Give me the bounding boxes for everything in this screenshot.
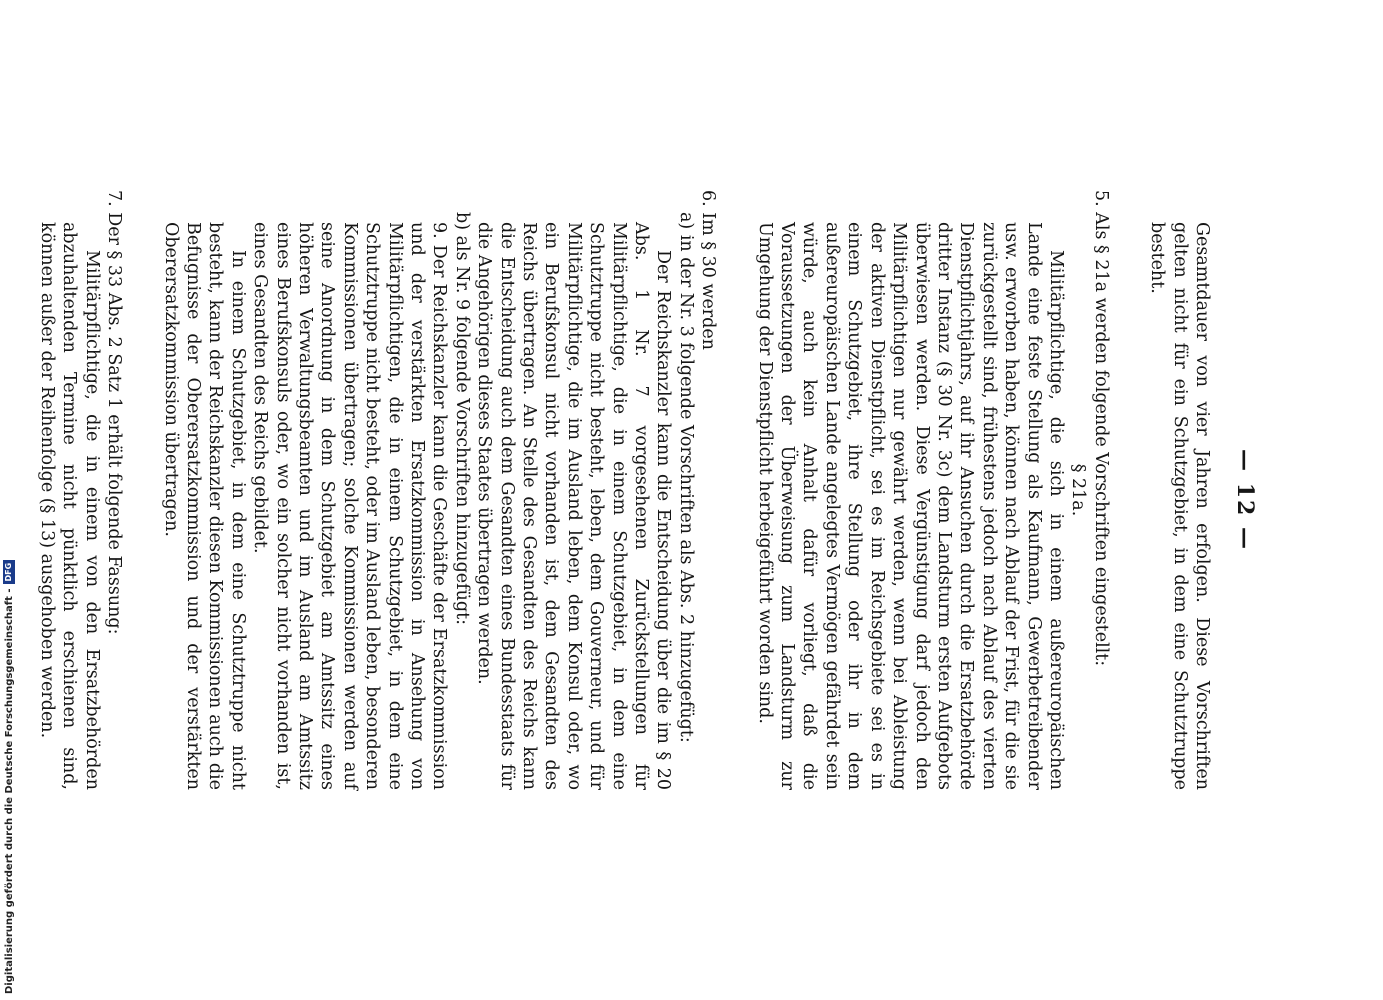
section-title-21a: § 21a. [1068, 463, 1089, 517]
paragraph-continuation: Gesamtdauer von vier Jahren erfolgen. Diese Vorschriften gelten nicht für ein Schutzgebiet, in dem eine Schutztruppe besteht. [1147, 222, 1212, 790]
item-6a-text: Der Reichskanzler kann die Entscheidung über die im § 20 Abs. 1 Nr. 7 vorgesehenen Zurückstellungen für Militärpflichtige, die in einem Schutzgebiet, in dem eine Schutztruppe nicht besteht, leben, dem Gouverneur, und für Militärpflichtige, die im Ausland leben, dem Konsul oder, wo ein Berufskonsul nicht vorhanden ist, dem Gesandten des Reichs übertragen. An Stelle des Gesandten des Reichs kann die Entscheidung auch dem Gesandten eines Bundesstaats für die Angehörigen dieses Staates übertragen werden. [474, 222, 674, 790]
spacer [1112, 190, 1146, 790]
credit-text: Digitalisierung gefördert durch die Deutsche Forschungsgemeinschaft - [3, 588, 15, 994]
item-7-heading: 7. Der § 33 Abs. 2 Satz 1 erhält folgende Fassung: [104, 190, 125, 635]
dfg-logo-icon: DFG [3, 560, 15, 585]
item-7-text: Militärpflichtige, die in einem von den Ersatzbehörden abzuhaltenden Termine nicht pünktlich erschienen sind, können außer der Reihenfolge (§ 13) ausgehoben werden. [36, 222, 102, 790]
page-number: — 12 — [1232, 449, 1258, 551]
item-6a-heading: a) in der Nr. 3 folgende Vorschriften als Abs. 2 hinzugefügt: [675, 212, 696, 743]
item-6b-number-9: 9. Der Reichskanzler kann die Geschäfte der Ersatzkommission und der verstärkten Ersatzkommission in Ansehung von Militärpflichtigen, die in einem Schutzgebiet, in dem eine Schutztruppe nicht besteht, oder im Ausland leben, besonderen Kommissionen übertragen; solche Kommissionen werden auf seine Anordnung in dem Schutzgebiet am Amtssitz eines höheren Verwaltungsbeamten und im Ausland am Amtssitz eines Berufskonsuls oder, wo ein solcher nicht vorhanden ist, eines Gesandten des Reichs gebildet. [250, 222, 450, 791]
digitization-credit [2, 562, 16, 994]
item-6-heading: 6. Im § 30 werden [698, 190, 719, 351]
item-6b-number-9-addendum: In einem Schutzgebiet, in dem eine Schutztruppe nicht besteht, kann der Reichskanzler diesen Kommissionen auch die Befugnisse der Oberersatzkommission und der verstärkten Oberersatzkommission übertragen. [160, 222, 248, 790]
section-21a-text: Militärpflichtige, die sich in einem außereuropäischen Lande eine feste Stellung als Kaufmann, Gewerbetreibender usw. erworben haben, können nach Ablauf der Frist, für die sie zurückgestellt sind, frühestens jedoch nach Ablauf des vierten Dienstpflichtjahrs, auf ihr Ansuchen durch die Ersatzbehörde dritter Instanz (§ 30 Nr. 3c) dem Landsturm ersten Aufgebots überwiesen werden. Diese Vergünstigung darf jedoch den Militärpflichtigen nur gewährt werden, wenn bei Ableistung der aktiven Dienstpflicht, sei es im Reichsgebiete sei es in einem Schutzgebiet, ihre Stellung oder ihr in dem außereuropäischen Lande angelegtes Vermögen gefährdet sein würde, auch kein Anhalt dafür vorliegt, daß die Voraussetzungen der Überweisung zum Landsturm zur Umgehung der Dienstpflicht herbeigeführt worden sind. [754, 222, 1066, 790]
credit-line [3, 560, 15, 994]
spacer [719, 190, 753, 790]
document-body [36, 190, 1214, 790]
item-5-heading: 5. Als § 21a werden folgende Vorschriften eingestellt: [1090, 190, 1111, 667]
spacer [125, 190, 159, 790]
item-6b-heading: b) als Nr. 9 folgende Vorschriften hinzugefügt: [451, 212, 472, 626]
